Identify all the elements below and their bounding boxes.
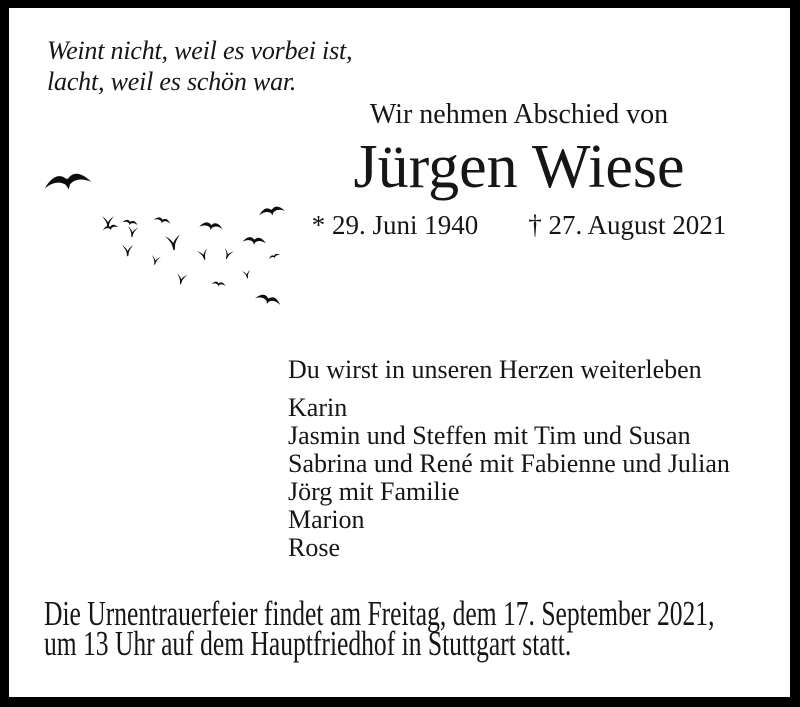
- mourner-entry: Rose: [288, 533, 340, 562]
- bird-icon: [242, 270, 252, 280]
- bird-icon: [102, 224, 118, 232]
- mourning-block: [288, 354, 730, 562]
- bird-icon: [122, 219, 138, 227]
- mourner-entry: Jasmin und Steffen mit Tim und Susan: [288, 421, 691, 450]
- life-dates: [248, 210, 790, 240]
- header-block: [248, 99, 790, 240]
- epigraph: [47, 35, 352, 97]
- bird-icon: [165, 234, 181, 250]
- epigraph-line-1: Weint nicht, weil es vorbei ist,: [47, 36, 353, 65]
- death-date: † 27. August 2021: [528, 210, 727, 240]
- funeral-line-2: um 13 Uhr auf dem Hauptfriedhof in Stuttgart statt.: [44, 624, 572, 663]
- mourner-entry: Karin: [288, 393, 348, 422]
- epigraph-line-2: lacht, weil es schön war.: [47, 67, 297, 96]
- bird-icon: [127, 226, 139, 238]
- bird-icon: [242, 237, 266, 246]
- birds-flock-illustration: [35, 166, 295, 316]
- birth-date: * 29. Juni 1940: [311, 210, 479, 240]
- obituary-notice: [9, 8, 790, 697]
- bird-icon: [122, 245, 133, 256]
- deceased-name: Jürgen Wiese: [353, 133, 685, 201]
- bird-icon: [258, 205, 285, 218]
- funeral-info: [44, 594, 715, 663]
- bird-icon: [211, 281, 226, 287]
- bird-icon: [150, 255, 161, 266]
- birds-flock-svg: [35, 166, 295, 316]
- bird-icon: [222, 248, 234, 260]
- bird-icon: [199, 222, 223, 232]
- bird-icon: [197, 248, 210, 261]
- tribute-line: Du wirst in unseren Herzen weiterleben: [288, 355, 702, 384]
- bird-icon: [153, 216, 171, 225]
- bird-icon: [175, 273, 187, 285]
- intro-line: Wir nehmen Abschied von: [369, 99, 669, 130]
- funeral-line-1: Die Urnentrauerfeier findet am Freitag, dem 17. September 2021,: [44, 594, 715, 633]
- mourner-entry: Marion: [288, 505, 365, 534]
- bird-icon: [268, 253, 280, 260]
- mourner-entry: Jörg mit Familie: [288, 477, 460, 506]
- bird-icon: [254, 293, 281, 308]
- mourners-list: [288, 394, 730, 562]
- mourner-entry: Sabrina und René mit Fabienne und Julian: [288, 449, 730, 478]
- bird-icon: [43, 172, 91, 193]
